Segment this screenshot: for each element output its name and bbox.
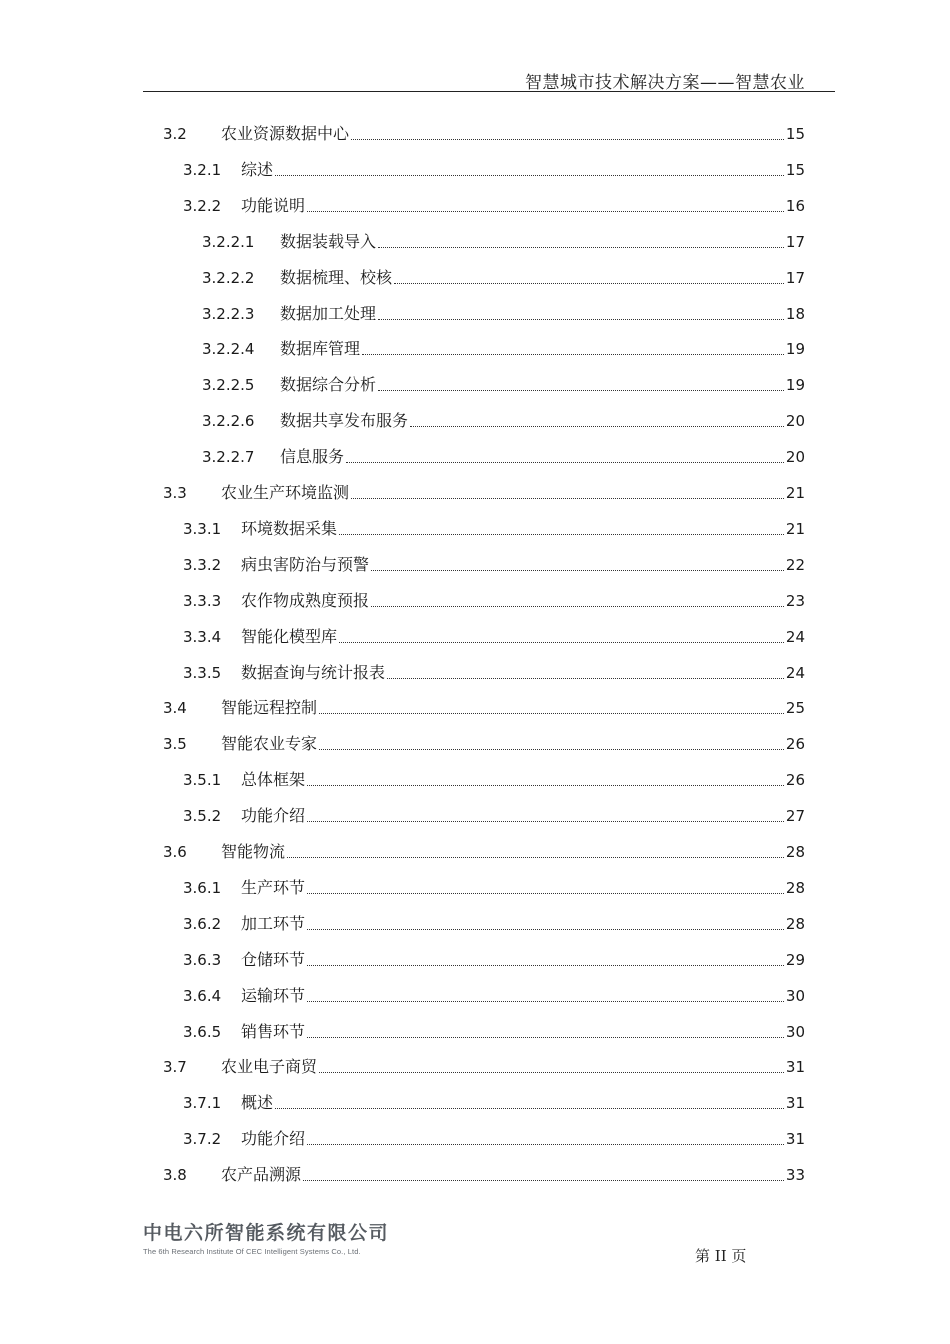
- toc-entry-number: 3.6.4: [183, 986, 222, 1005]
- toc-entry-title: 农业生产环境监测: [221, 483, 350, 502]
- toc-entry[interactable]: [163, 1161, 805, 1185]
- toc-entry-title: 数据综合分析: [280, 375, 377, 395]
- toc-entry-title: 数据共享发布服务: [280, 411, 409, 431]
- toc-entry-title: 运输环节: [241, 985, 306, 1005]
- toc-entry-title: 农作物成熟度预报: [241, 590, 370, 610]
- toc-entry[interactable]: [163, 120, 805, 144]
- toc-entry-number: 3.6.5: [183, 1022, 222, 1041]
- toc-entry-page: 22: [785, 555, 805, 574]
- toc-entry-title: 综述: [241, 159, 274, 179]
- toc-entry[interactable]: [202, 300, 805, 324]
- toc-entry-number: 3.3: [163, 484, 187, 502]
- toc-entry-number: 3.2.1: [183, 160, 222, 179]
- header-divider: [143, 91, 835, 92]
- toc-entry-title: 信息服务: [280, 447, 345, 467]
- toc-entry[interactable]: [183, 910, 805, 934]
- toc-entry[interactable]: [183, 1018, 805, 1042]
- toc-entry[interactable]: [183, 946, 805, 970]
- toc-entry[interactable]: [183, 1089, 805, 1113]
- toc-entry-title: 数据查询与统计报表: [241, 662, 386, 682]
- toc-entry-page: 28: [785, 878, 805, 897]
- toc-entry[interactable]: [183, 192, 805, 216]
- toc-entry-page: 15: [785, 160, 805, 179]
- toc-entry[interactable]: [202, 371, 805, 395]
- toc-entry-number: 3.6.1: [183, 878, 222, 897]
- toc-entry-page: 19: [785, 340, 805, 359]
- toc-dot-leader: [339, 534, 784, 535]
- toc-entry-title: 数据加工处理: [280, 303, 377, 323]
- toc-entry-page: 20: [785, 448, 805, 467]
- toc-entry-title: 智能化模型库: [241, 626, 338, 646]
- toc-entry[interactable]: [183, 802, 805, 826]
- toc-entry-number: 3.5.1: [183, 771, 222, 790]
- toc-entry-number: 3.3.1: [183, 519, 222, 538]
- toc-dot-leader: [378, 390, 784, 391]
- toc-entry-number: 3.7.2: [183, 1130, 222, 1149]
- toc-dot-leader: [394, 283, 784, 284]
- toc-entry-title: 数据梳理、校核: [280, 267, 393, 287]
- toc-dot-leader: [378, 247, 784, 248]
- toc-entry-number: 3.4: [163, 699, 187, 718]
- toc-entry-number: 3.2.2.7: [202, 448, 255, 467]
- toc-entry-number: 3.2.2.6: [202, 412, 255, 431]
- toc-dot-leader: [346, 462, 784, 463]
- toc-dot-leader: [387, 678, 784, 679]
- toc-entry-title: 农业电子商贸: [221, 1057, 318, 1077]
- toc-entry-number: 3.8: [163, 1166, 187, 1185]
- toc-dot-leader: [307, 965, 784, 966]
- toc-entry[interactable]: [183, 766, 805, 790]
- company-name-cn: 中电六所智能系统有限公司: [143, 1222, 390, 1244]
- toc-entry-number: 3.3.2: [183, 555, 222, 574]
- toc-entry-title: 总体框架: [241, 770, 306, 790]
- toc-entry-page: 31: [785, 1130, 805, 1149]
- toc-dot-leader: [303, 1180, 784, 1181]
- toc-dot-leader: [307, 929, 784, 930]
- toc-entry[interactable]: [163, 838, 805, 862]
- toc-dot-leader: [287, 857, 784, 858]
- toc-entry-number: 3.5: [163, 735, 187, 754]
- toc-entry-title: 生产环节: [241, 877, 306, 897]
- toc-dot-leader: [307, 211, 784, 212]
- toc-entry-number: 3.2.2.5: [202, 376, 255, 395]
- toc-entry-number: 3.2: [163, 125, 187, 143]
- toc-dot-leader: [410, 426, 784, 427]
- toc-entry-page: 21: [785, 519, 805, 538]
- toc-entry-page: 23: [785, 591, 805, 610]
- toc-entry-number: 3.6.3: [183, 950, 222, 969]
- toc-entry-number: 3.2.2.3: [202, 304, 255, 323]
- toc-dot-leader: [275, 1108, 784, 1109]
- toc-entry[interactable]: [183, 515, 805, 539]
- toc-entry[interactable]: [183, 659, 805, 683]
- toc-entry-page: 17: [785, 268, 805, 287]
- toc-entry[interactable]: [183, 982, 805, 1006]
- toc-entry[interactable]: [183, 156, 805, 180]
- toc-dot-leader: [275, 175, 784, 176]
- toc-entry-page: 28: [785, 843, 805, 861]
- toc-dot-leader: [339, 642, 784, 643]
- toc-entry-page: 31: [785, 1094, 805, 1113]
- toc-entry[interactable]: [183, 551, 805, 575]
- toc-dot-leader: [371, 570, 784, 571]
- toc-entry-title: 功能介绍: [241, 806, 306, 826]
- toc-entry-page: 27: [785, 807, 805, 826]
- toc-dot-leader: [378, 319, 784, 320]
- toc-entry-title: 智能农业专家: [221, 734, 318, 754]
- toc-entry-page: 30: [785, 1022, 805, 1041]
- toc-dot-leader: [307, 1001, 784, 1002]
- toc-entry-page: 19: [785, 376, 805, 395]
- toc-dot-leader: [319, 713, 784, 714]
- toc-entry[interactable]: [163, 730, 805, 754]
- toc-entry-title: 销售环节: [241, 1021, 306, 1041]
- toc-entry-number: 3.2.2.1: [202, 232, 255, 251]
- toc-entry-number: 3.6: [163, 843, 187, 861]
- toc-dot-leader: [307, 1037, 784, 1038]
- toc-entry[interactable]: [202, 407, 805, 431]
- toc-entry[interactable]: [183, 1125, 805, 1149]
- toc-entry-number: 3.5.2: [183, 807, 222, 826]
- toc-entry-page: 24: [785, 627, 805, 646]
- toc-entry-page: 21: [785, 484, 805, 502]
- toc-entry-title: 病虫害防治与预警: [241, 554, 370, 574]
- toc-entry-number: 3.6.2: [183, 914, 222, 933]
- toc-entry-page: 26: [785, 771, 805, 790]
- toc-entry-page: 31: [785, 1058, 805, 1077]
- toc-entry-page: 15: [785, 125, 805, 143]
- toc-dot-leader: [371, 606, 784, 607]
- running-header-title: 智慧城市技术解决方案——智慧农业: [525, 73, 805, 93]
- toc-entry-page: 30: [785, 986, 805, 1005]
- company-logo: [143, 1218, 389, 1256]
- toc-entry-title: 功能说明: [241, 195, 306, 215]
- toc-entry-page: 29: [785, 950, 805, 969]
- toc-dot-leader: [351, 139, 784, 140]
- toc-entry-number: 3.2.2: [183, 196, 222, 215]
- toc-entry[interactable]: [163, 694, 805, 718]
- toc-dot-leader: [307, 821, 784, 822]
- toc-entry[interactable]: [183, 623, 805, 647]
- toc-entry-page: 28: [785, 914, 805, 933]
- toc-entry[interactable]: [163, 1053, 805, 1077]
- toc-entry[interactable]: [202, 264, 805, 288]
- toc-entry[interactable]: [202, 335, 805, 359]
- toc-entry-page: 24: [785, 663, 805, 682]
- toc-entry-title: 智能远程控制: [221, 698, 318, 718]
- toc-entry-title: 概述: [241, 1093, 274, 1113]
- toc-entry-page: 17: [785, 232, 805, 251]
- toc-entry-number: 3.3.5: [183, 663, 222, 682]
- toc-entry-title: 智能物流: [221, 842, 286, 861]
- toc-entry-page: 16: [785, 196, 805, 215]
- toc-entry-number: 3.2.2.2: [202, 268, 255, 287]
- toc-entry-number: 3.3.4: [183, 627, 222, 646]
- toc-entry-title: 数据装载导入: [280, 231, 377, 251]
- toc-dot-leader: [307, 893, 784, 894]
- toc-entry-page: 26: [785, 735, 805, 754]
- toc-dot-leader: [351, 498, 784, 499]
- page-number: 第 II 页: [695, 1247, 747, 1265]
- toc-dot-leader: [307, 1144, 784, 1145]
- toc-entry-title: 加工环节: [241, 913, 306, 933]
- toc-entry[interactable]: [183, 874, 805, 898]
- toc-entry[interactable]: [202, 228, 805, 252]
- toc-entry[interactable]: [163, 479, 805, 503]
- toc-entry-title: 环境数据采集: [241, 518, 338, 538]
- toc-entry-page: 25: [785, 699, 805, 718]
- toc-dot-leader: [362, 354, 784, 355]
- toc-entry-title: 功能介绍: [241, 1129, 306, 1149]
- toc-entry-number: 3.7.1: [183, 1094, 222, 1113]
- toc-entry-number: 3.7: [163, 1058, 187, 1077]
- toc-entry[interactable]: [183, 587, 805, 611]
- toc-entry-number: 3.2.2.4: [202, 340, 255, 359]
- toc-entry-title: 数据库管理: [280, 339, 361, 359]
- toc-entry-page: 20: [785, 412, 805, 431]
- toc-entry-title: 农产品溯源: [221, 1165, 302, 1185]
- toc-entry-number: 3.3.3: [183, 591, 222, 610]
- toc-dot-leader: [307, 785, 784, 786]
- company-name-en: The 6th Research Institute Of CEC Intelligent Systems Co., Ltd.: [143, 1247, 361, 1256]
- toc-dot-leader: [319, 749, 784, 750]
- toc-dot-leader: [319, 1072, 784, 1073]
- toc-entry-title: 农业资源数据中心: [221, 124, 350, 143]
- toc-entry-page: 33: [785, 1166, 805, 1185]
- toc-entry-page: 18: [785, 304, 805, 323]
- toc-entry[interactable]: [202, 443, 805, 467]
- toc-entry-title: 仓储环节: [241, 949, 306, 969]
